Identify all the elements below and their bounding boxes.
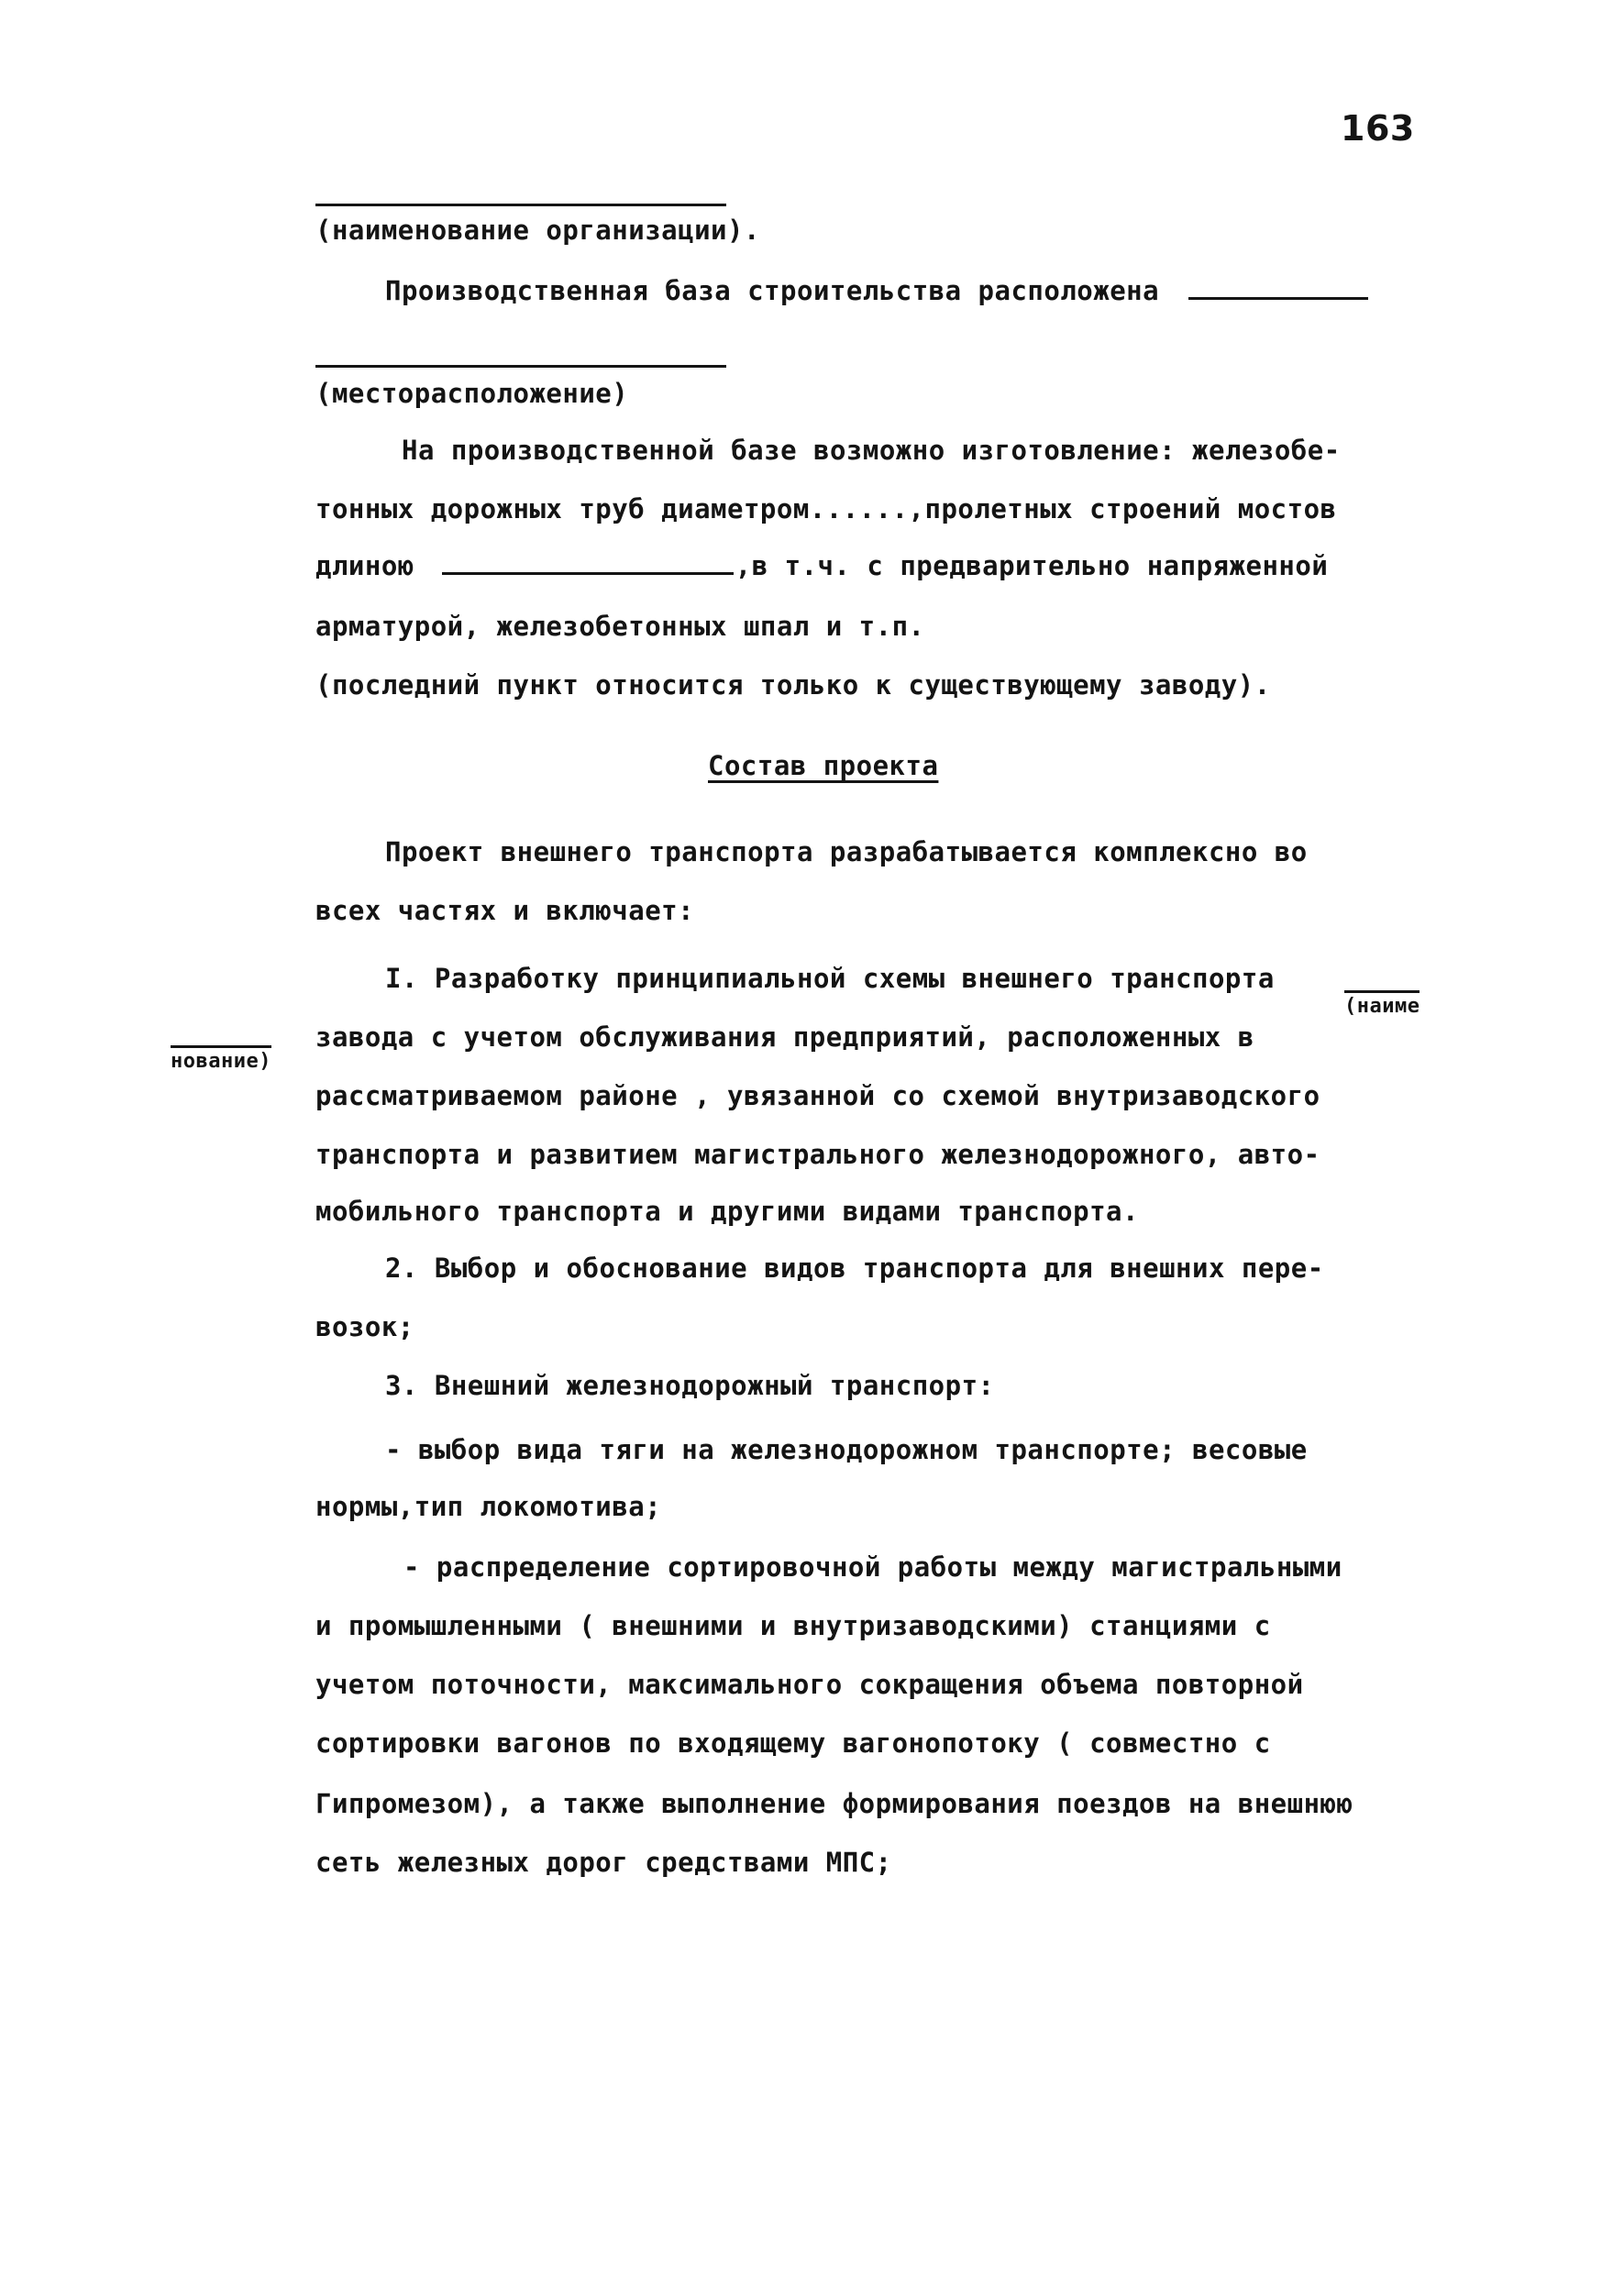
length-blank <box>442 571 734 575</box>
item3-bullet2-line-6: сеть железных дорог средствами МПС; <box>315 1847 892 1878</box>
item3-bullet1-line-2: нормы,тип локомотива; <box>315 1491 662 1522</box>
production-line-3-start: длиною <box>315 550 414 581</box>
item1-line-1: I. Разработку принципиальной схемы внешнего транспорта <box>385 963 1275 994</box>
item2-line-1: 2. Выбор и обоснование видов транспорта для внешних пере- <box>385 1253 1324 1284</box>
production-line-4: арматурой, железобетонных шпал и т.п. <box>315 611 925 642</box>
base-line <box>385 275 1368 306</box>
page-number: 163 <box>1341 108 1415 149</box>
section-title: Состав проекта <box>708 750 939 781</box>
item1-line-5: мобильного транспорта и другими видами транспорта. <box>315 1196 1139 1227</box>
item2-line-2: возок; <box>315 1311 414 1342</box>
item1-line-4: транспорта и развитием магистрального железнодорожного, авто- <box>315 1139 1320 1170</box>
org-name-blank <box>315 204 726 206</box>
production-line-3-end: ,в т.ч. с предварительно напряженной <box>735 550 1329 581</box>
item1-margin-left: нование) <box>171 1045 271 1073</box>
item3-bullet2-line-4: сортировки вагонов по входящему вагонопотоку ( совместно с <box>315 1728 1271 1759</box>
item3-bullet2-line-5: Гипромезом), а также выполнение формирования поездов на внешнюю <box>315 1788 1353 1819</box>
base-location-blank <box>1188 296 1368 300</box>
production-line-1: На производственной базе возможно изготовление: железобе- <box>402 435 1341 466</box>
item1-line-2: завода с учетом обслуживания предприятий, расположенных в <box>315 1021 1254 1053</box>
production-line-3 <box>315 550 1328 581</box>
intro-line-2: всех частях и включает: <box>315 895 695 926</box>
item3-title: 3. Внешний железнодорожный транспорт: <box>385 1370 995 1401</box>
item3-bullet2-line-2: и промышленными ( внешними и внутризаводскими) станциями с <box>315 1610 1271 1641</box>
base-line-text: Производственная база строительства расположена <box>385 275 1160 306</box>
intro-line-1: Проект внешнего транспорта разрабатывается комплексно во <box>385 836 1308 867</box>
item1-margin-right: (наиме <box>1344 990 1420 1018</box>
production-line-5: (последний пункт относится только к существующему заводу). <box>315 669 1271 701</box>
item1-line-3: рассматриваемом районе , увязанной со схемой внутризаводского <box>315 1080 1320 1111</box>
item3-bullet1-line-1: - выбор вида тяги на железнодорожном транспорте; весовые <box>385 1434 1308 1465</box>
org-caption: (наименование организации). <box>315 215 760 246</box>
location-caption: (месторасположение) <box>315 378 629 409</box>
item3-bullet2-line-3: учетом поточности, максимального сокращения объема повторной <box>315 1669 1304 1700</box>
location-blank <box>315 365 726 368</box>
item3-bullet2-line-1: - распределение сортировочной работы между магистральными <box>403 1551 1342 1583</box>
production-line-2: тонных дорожных труб диаметром......,пролетных строений мостов <box>315 493 1337 524</box>
